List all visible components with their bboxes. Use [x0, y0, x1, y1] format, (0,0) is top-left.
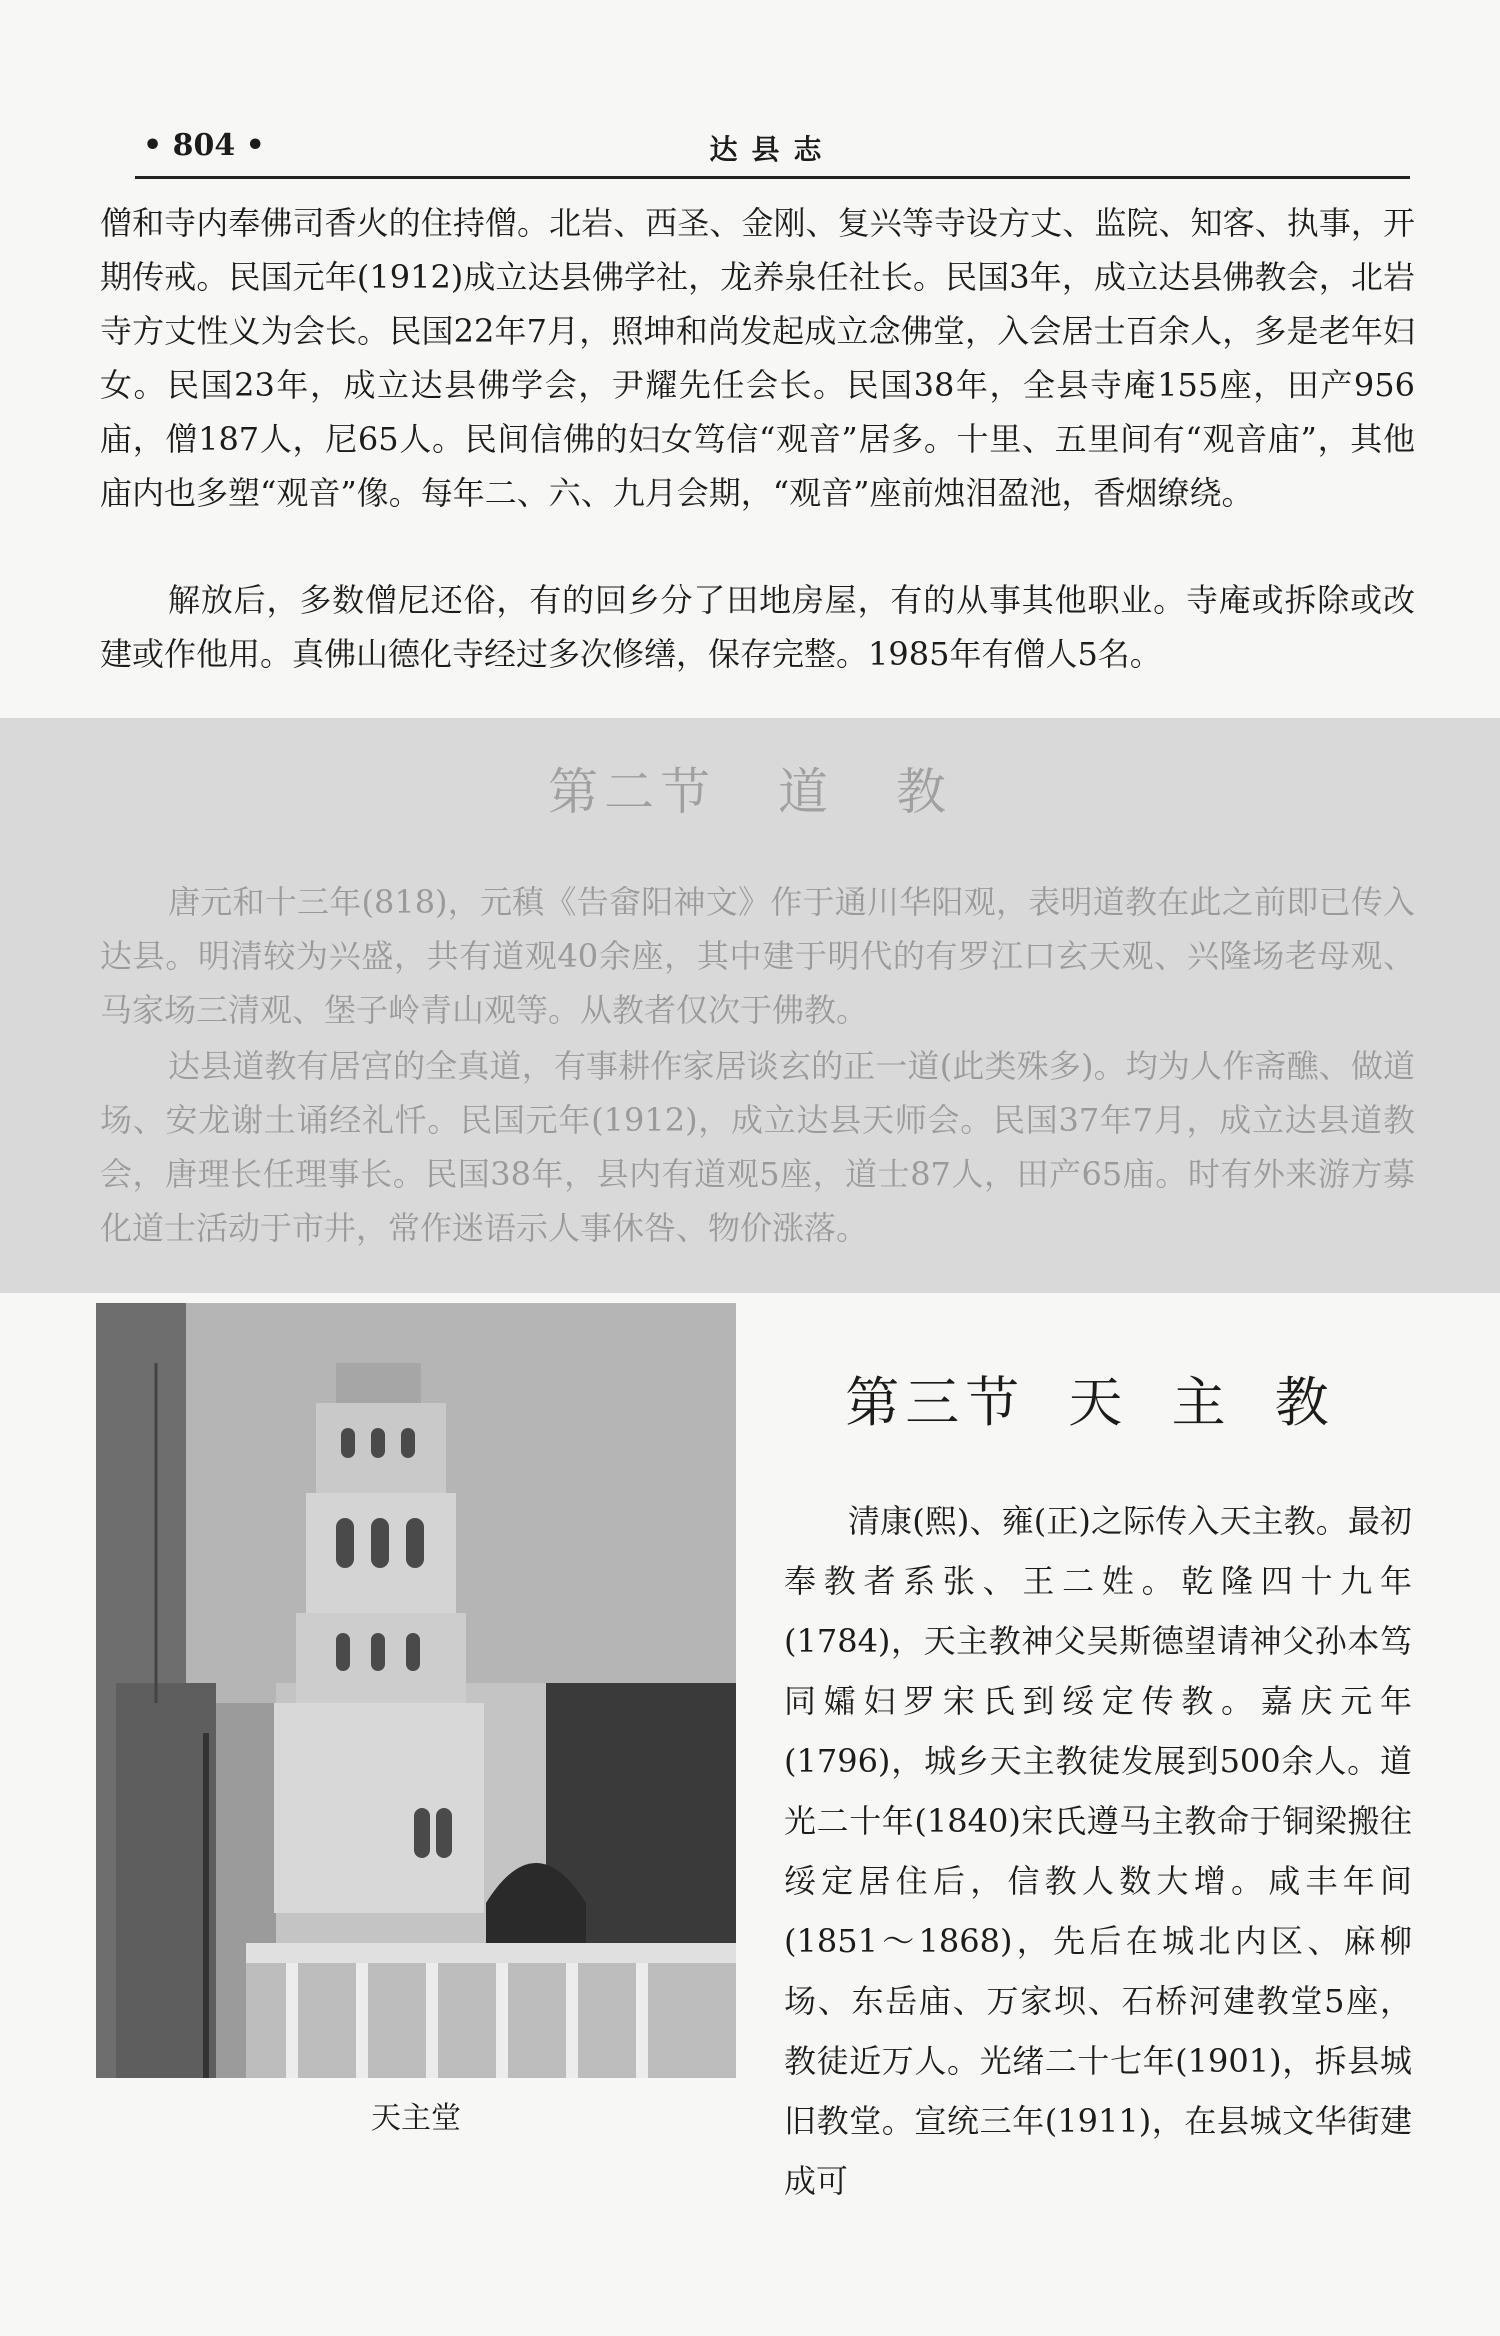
taoism-section-title: 第二节 道 教 — [548, 763, 952, 821]
church-illustration — [96, 1303, 736, 2078]
catholicism-paragraph: 清康(熙)、雍(正)之际传入天主教。最初奉教者系张、王二姓。乾隆四十九年(1784)，天主教神父吴斯德望请神父孙本笃同孀妇罗宋氏到绥定传教。嘉庆元年(1796)，城乡天主教徒发展到500余人。道光二十年(1840)宋氏遵马主教命于铜梁搬往绥定居住后，信教人数大增。咸丰年间(1851～1868)，先后在城北内区、麻柳场、东岳庙、万家坝、石桥河建教堂5座，教徒近万人。光绪二十七年(1901)，拆县城旧教堂。宣统三年(1911)，在县城文华街建成可 — [784, 1502, 1412, 2200]
taoism-paragraph-1: 唐元和十三年(818)，元稹《告畲阳神文》作于通川华阳观，表明道教在此之前即已传入达县。明清较为兴盛，共有道观40余座，其中建于明代的有罗江口玄天观、兴隆场老母观、马家场三清观、堡子岭青山观等。从教者仅次于佛教。 — [100, 883, 1415, 1029]
catholicism-section-title: 第三节 天 主 教 — [845, 1371, 1335, 1434]
church-photo — [96, 1303, 736, 2078]
photo-caption: 天主堂 — [371, 2101, 461, 2136]
page-header — [135, 120, 1410, 179]
buddhism-paragraph-1: 僧和寺内奉佛司香火的住持僧。北岩、西圣、金刚、复兴等寺设方丈、监院、知客、执事，开期传戒。民国元年(1912)成立达县佛学社，龙养泉任社长。民国3年，成立达县佛教会，北岩寺方丈性义为会长。民国22年7月，照坤和尚发起成立念佛堂，入会居士百余人，多是老年妇女。民国23年，成立达县佛学会，尹耀先任会长。民国38年，全县寺庵155座，田产956庙，僧187人，尼65人。民间信佛的妇女笃信“观音”居多。十里、五里间有“观音庙”，其他庙内也多塑“观音”像。每年二、六、九月会期，“观音”座前烛泪盈池，香烟缭绕。 — [100, 204, 1415, 512]
page-number: • 804 • — [143, 128, 265, 163]
buddhism-paragraph-2: 解放后，多数僧尼还俗，有的回乡分了田地房屋，有的从事其他职业。寺庵或拆除或改建或作他用。真佛山德化寺经过多次修缮，保存完整。1985年有僧人5名。 — [100, 581, 1415, 673]
book-title: 达县志 — [709, 133, 836, 166]
taoism-paragraph-2: 达县道教有居宫的全真道，有事耕作家居谈玄的正一道(此类殊多)。均为人作斋醮、做道场、安龙谢土诵经礼忏。民国元年(1912)，成立达县天师会。民国37年7月，成立达县道教会，唐理长任理事长。民国38年，县内有道观5座，道士87人，田产65庙。时有外来游方募化道士活动于市井，常作迷语示人事休咎、物价涨落。 — [100, 1047, 1415, 1247]
